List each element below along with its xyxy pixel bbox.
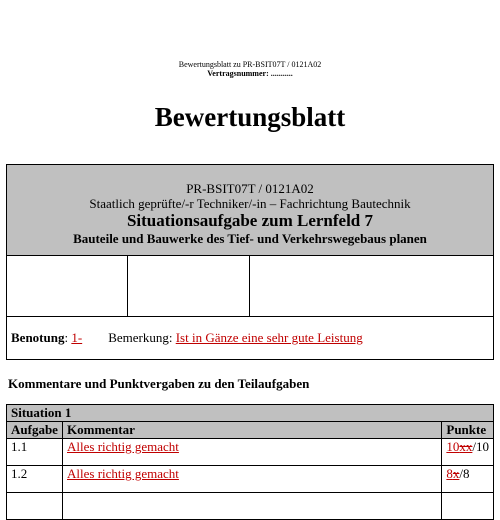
- grade-colon: :: [64, 329, 72, 345]
- qualification-line: Staatlich geprüfte/-r Techniker/-in – Fachrichtung Bautechnik: [89, 196, 411, 211]
- document-header: [0, 60, 500, 78]
- course-code: PR-BSIT07T / 0121A02: [186, 181, 314, 196]
- column-header-task: Aufgabe: [7, 422, 63, 439]
- table-row: [7, 439, 494, 466]
- task-comment: Alles richtig gemacht: [67, 466, 179, 481]
- grade-label: Benotung: [11, 329, 65, 345]
- task-number: 1.2: [7, 466, 63, 493]
- signature-cell: [250, 255, 493, 316]
- table-row: [7, 493, 494, 520]
- grade-row: [6, 316, 494, 360]
- task-number: [7, 493, 63, 520]
- task-comment: [63, 493, 442, 520]
- remark-value: Ist in Gänze eine sehr gute Leistung: [175, 329, 363, 345]
- points-given: 8: [446, 466, 453, 481]
- grade-value: 1-: [71, 329, 83, 345]
- points-max: /10: [472, 439, 489, 454]
- points-given: 10: [446, 439, 460, 454]
- task-comment: Alles richtig gemacht: [67, 439, 179, 454]
- column-header-points: Punkte: [442, 422, 494, 439]
- signature-row: [6, 255, 494, 317]
- situation-title: Situation 1: [7, 405, 494, 422]
- course-info-box: [6, 164, 494, 256]
- task-topic: Bauteile und Bauwerke des Tief- und Verkehrswegebaus planen: [73, 231, 427, 246]
- task-title: Situationsaufgabe zum Lernfeld 7: [126, 211, 374, 230]
- remark-label: Bemerkung:: [108, 329, 173, 345]
- signature-cell: [7, 255, 128, 316]
- task-points: [442, 439, 494, 466]
- task-number: 1.1: [7, 439, 63, 466]
- points-max: /8: [459, 466, 470, 481]
- signature-cell: [128, 255, 250, 316]
- situation-table: [6, 404, 494, 520]
- points-struck: xx: [459, 439, 473, 454]
- column-header-comment: Kommentar: [63, 422, 442, 439]
- document-reference: Bewertungsblatt zu PR-BSIT07T / 0121A02: [178, 60, 322, 69]
- task-points: [442, 493, 494, 520]
- situation-header-row: [7, 405, 494, 422]
- task-points: [442, 466, 494, 493]
- points-struck: x: [452, 466, 460, 481]
- page-title: Bewertungsblatt: [154, 102, 346, 132]
- table-row: [7, 466, 494, 493]
- column-header-row: [7, 422, 494, 439]
- contract-number: Vertragsnummer: ...........: [207, 69, 293, 78]
- section-title: Kommentare und Punktvergaben zu den Teilaufgaben: [8, 376, 310, 391]
